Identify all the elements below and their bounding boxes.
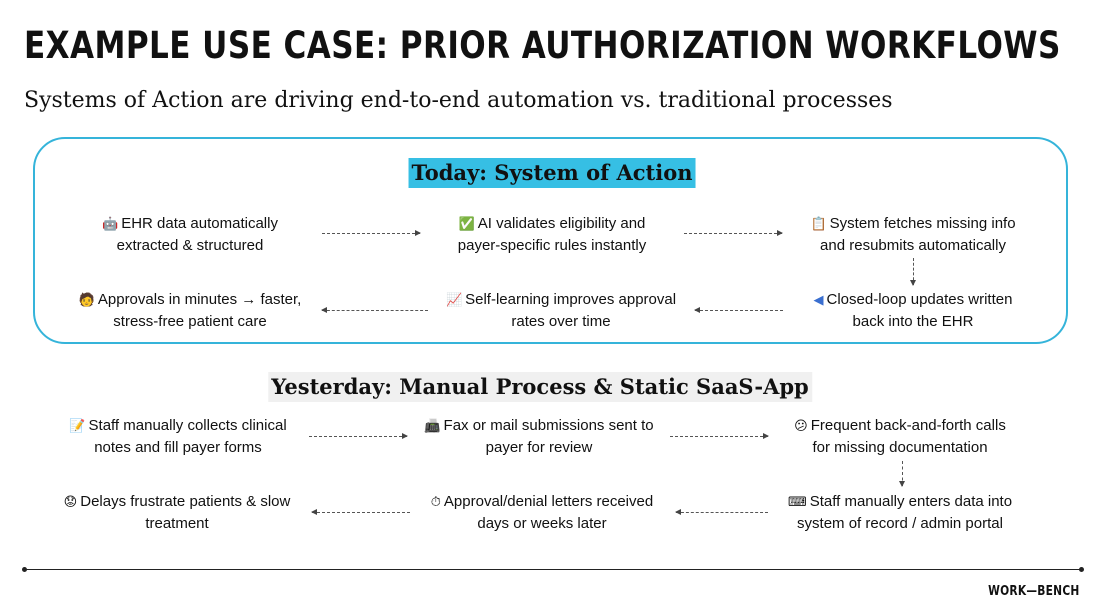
- today-step-5: [426, 289, 696, 332]
- step-line: Staff manually enters data into: [809, 493, 1013, 510]
- confused-face-icon: 😕: [794, 419, 808, 434]
- step-line: Approvals in minutes → faster,: [97, 291, 302, 308]
- step-line: system of record / admin portal: [797, 515, 1003, 532]
- step-line: treatment: [145, 515, 209, 532]
- step-line: EHR data automatically: [121, 215, 278, 232]
- fax-icon: 📠: [424, 419, 441, 434]
- yesterday-step-5: [407, 491, 677, 534]
- person-icon: 🧑: [78, 293, 95, 308]
- yesterday-step-3: [765, 415, 1035, 458]
- yesterday-arrow-5: [312, 512, 410, 513]
- back-arrow-icon: ◀: [813, 293, 824, 308]
- yesterday-arrow-2: [670, 436, 768, 437]
- yesterday-arrow-4: [676, 512, 768, 513]
- today-arrow-3: [913, 258, 914, 285]
- step-line: extracted & structured: [116, 237, 264, 254]
- page-title: EXAMPLE USE CASE: PRIOR AUTHORIZATION WORKFLOWS: [24, 24, 1061, 67]
- robot-icon: 🤖: [102, 217, 119, 232]
- step-line: notes and fill payer forms: [94, 439, 262, 456]
- step-line: Delays frustrate patients & slow: [80, 493, 291, 510]
- check-mark-icon: ✅: [458, 217, 475, 232]
- step-line: Fax or mail submissions sent to: [443, 417, 654, 434]
- keyboard-icon: ⌨: [787, 495, 807, 510]
- step-line: AI validates eligibility and: [477, 215, 646, 232]
- yesterday-arrow-1: [309, 436, 407, 437]
- today-step-4: [778, 289, 1048, 332]
- yesterday-step-4: [765, 491, 1035, 534]
- step-line: and resubmits automatically: [820, 237, 1006, 254]
- step-line: back into the EHR: [852, 313, 974, 330]
- step-line: Self-learning improves approval: [465, 291, 677, 308]
- step-line: Closed-loop updates written: [826, 291, 1013, 308]
- today-step-2: [417, 213, 687, 256]
- memo-icon: 📝: [69, 419, 86, 434]
- stopwatch-icon: ⏱: [430, 495, 441, 510]
- step-line: Frequent back-and-forth calls: [810, 417, 1006, 434]
- step-line: System fetches missing info: [829, 215, 1016, 232]
- step-line: payer-specific rules instantly: [457, 237, 647, 254]
- today-arrow-4: [695, 310, 783, 311]
- today-arrow-1: [322, 233, 420, 234]
- today-step-6: [55, 289, 325, 332]
- step-line: days or weeks later: [477, 515, 607, 532]
- yesterday-heading: Yesterday: Manual Process & Static SaaS-App: [268, 372, 812, 402]
- yesterday-step-6: [42, 491, 312, 534]
- step-line: stress-free patient care: [113, 313, 267, 330]
- step-line: rates over time: [511, 313, 611, 330]
- today-step-1: [55, 213, 325, 256]
- yesterday-step-2: [404, 415, 674, 458]
- step-line: payer for review: [485, 439, 593, 456]
- yesterday-step-1: [43, 415, 313, 458]
- chart-up-icon: 📈: [445, 293, 463, 308]
- today-heading: Today: System of Action: [409, 158, 696, 188]
- step-line: for missing documentation: [812, 439, 988, 456]
- brand-logo: WORK—BENCH: [988, 584, 1080, 599]
- step-line: Approval/denial letters received: [443, 493, 654, 510]
- worried-face-icon: 😟: [63, 495, 78, 510]
- step-line: Staff manually collects clinical: [88, 417, 287, 434]
- today-arrow-5: [322, 310, 428, 311]
- page-subtitle: Systems of Action are driving end-to-end automation vs. traditional processes: [24, 88, 893, 113]
- clipboard-icon: 📋: [810, 217, 827, 232]
- today-step-3: [778, 213, 1048, 256]
- yesterday-arrow-3: [902, 461, 903, 486]
- today-arrow-2: [684, 233, 782, 234]
- footer-divider: [24, 569, 1082, 570]
